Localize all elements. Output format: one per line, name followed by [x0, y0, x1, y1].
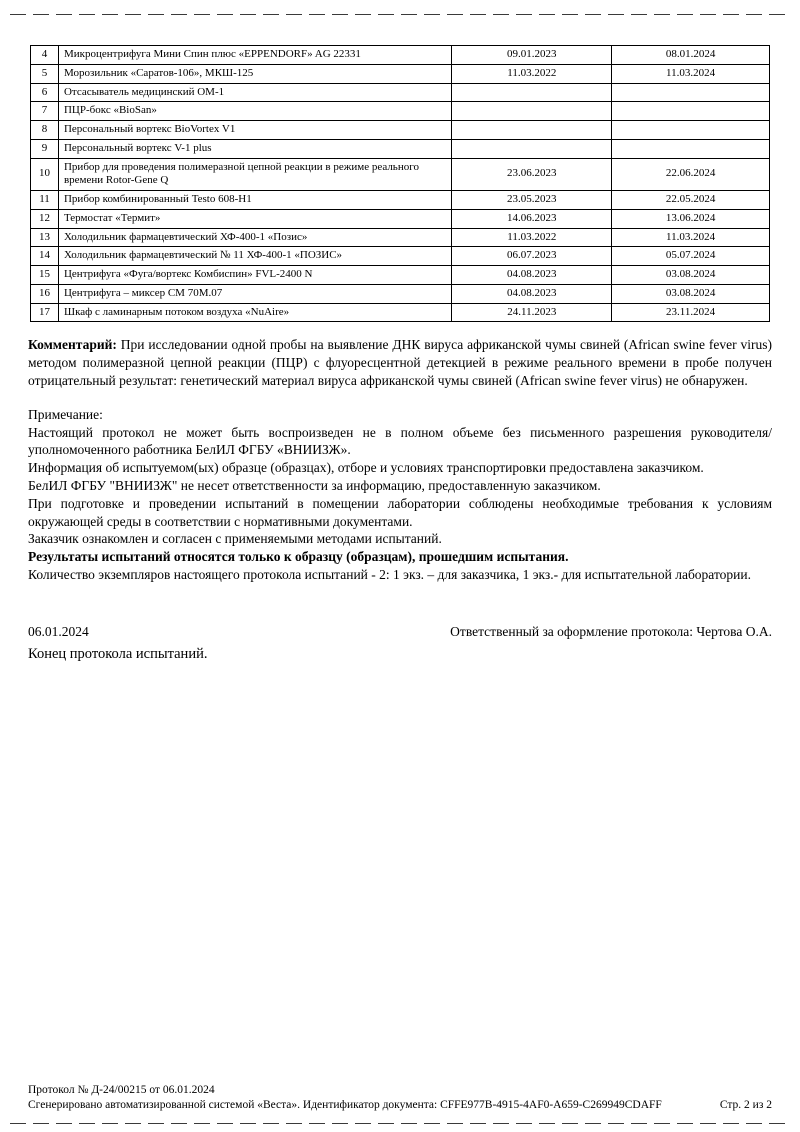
end-of-protocol-line: Конец протокола испытаний.: [28, 645, 208, 662]
commentary-paragraph: [28, 336, 772, 389]
verification-date: 06.07.2023: [452, 247, 612, 266]
equipment-row: [31, 46, 770, 65]
signoff-date: 06.01.2024: [28, 623, 89, 639]
footer-generated-row: [28, 1098, 772, 1114]
equipment-name: Прибор комбинированный Testo 608-H1: [58, 191, 451, 210]
equipment-name: Термостат «Термит»: [58, 209, 451, 228]
verification-date: 14.06.2023: [452, 209, 612, 228]
equipment-row: [31, 191, 770, 210]
notes-list: [28, 424, 772, 549]
equipment-name: Центрифуга «Фуга/вортекс Комбиспин» FVL-2400 N: [58, 266, 451, 285]
valid-until-date: 22.05.2024: [612, 191, 770, 210]
verification-date: 23.06.2023: [452, 158, 612, 191]
equipment-name: Персональный вортекс V-1 plus: [58, 139, 451, 158]
equipment-name: Шкаф с ламинарным потоком воздуха «NuAire»: [58, 303, 451, 322]
equipment-row: [31, 228, 770, 247]
verification-date: 11.03.2022: [452, 228, 612, 247]
equipment-row: [31, 266, 770, 285]
row-number: 7: [31, 102, 59, 121]
verification-date: 11.03.2022: [452, 64, 612, 83]
row-number: 13: [31, 228, 59, 247]
valid-until-date: [612, 83, 770, 102]
equipment-name: Центрифуга – миксер СМ 70М.07: [58, 284, 451, 303]
valid-until-date: 13.06.2024: [612, 209, 770, 228]
note-line: Заказчик ознакомлен и согласен с применяемыми методами испытаний.: [28, 531, 442, 547]
verification-date: 04.08.2023: [452, 284, 612, 303]
row-number: 17: [31, 303, 59, 322]
footer-page-number: Стр. 2 из 2: [719, 1099, 772, 1112]
note-line: При подготовке и проведении испытаний в помещении лаборатории соблюдены необходимые требования к условиям окружающей среды в соответствии с нормативными документами.: [28, 495, 772, 529]
commentary-label: Комментарий:: [28, 337, 117, 353]
valid-until-date: 08.01.2024: [612, 46, 770, 65]
notes-copies-line: Количество экземпляров настоящего протокола испытаний - 2: 1 экз. – для заказчика, 1 экз.- для испытательной лаборатории.: [28, 567, 751, 582]
valid-until-date: 23.11.2024: [612, 303, 770, 322]
valid-until-date: 11.03.2024: [612, 228, 770, 247]
valid-until-date: 22.06.2024: [612, 158, 770, 191]
equipment-row: [31, 284, 770, 303]
equipment-row: [31, 209, 770, 228]
equipment-row: [31, 247, 770, 266]
equipment-name: ПЦР-бокс «BioSan»: [58, 102, 451, 121]
signoff-responsible: Ответственный за оформление протокола: Чертова О.А.: [450, 623, 772, 639]
footer-generated-text: Сгенерировано автоматизированной системой «Веста». Идентификатор документа: CFFE977B-4915-4AF0-A659-C269949CDAFF: [28, 1099, 662, 1112]
row-number: 5: [31, 64, 59, 83]
valid-until-date: [612, 102, 770, 121]
page-top-separator: [10, 13, 790, 15]
verification-date: [452, 83, 612, 102]
equipment-name: Микроцентрифуга Мини Спин плюс «EPPENDORF» AG 22331: [58, 46, 451, 65]
row-number: 8: [31, 121, 59, 140]
equipment-table: [30, 45, 770, 322]
row-number: 10: [31, 158, 59, 191]
valid-until-date: 03.08.2024: [612, 284, 770, 303]
equipment-name: Морозильник «Саратов-106», МКШ-125: [58, 64, 451, 83]
valid-until-date: 11.03.2024: [612, 64, 770, 83]
equipment-row: [31, 64, 770, 83]
page-footer: [28, 1083, 772, 1114]
equipment-name: Холодильник фармацевтический № 11 ХФ-400-1 «ПОЗИС»: [58, 247, 451, 266]
equipment-row: [31, 102, 770, 121]
verification-date: [452, 139, 612, 158]
valid-until-date: [612, 139, 770, 158]
row-number: 16: [31, 284, 59, 303]
equipment-row: [31, 303, 770, 322]
notes-section: [28, 406, 772, 584]
footer-protocol-number: Протокол № Д-24/00215 от 06.01.2024: [28, 1083, 215, 1096]
equipment-name: Прибор для проведения полимеразной цепной реакции в режиме реального времени Rotor-Gene Q: [58, 158, 451, 191]
equipment-row: [31, 158, 770, 191]
note-line: БелИЛ ФГБУ "ВНИИЗЖ" не несет ответственности за информацию, предоставленную заказчиком.: [28, 477, 601, 493]
equipment-row: [31, 139, 770, 158]
valid-until-date: 03.08.2024: [612, 266, 770, 285]
verification-date: 24.11.2023: [452, 303, 612, 322]
equipment-row: [31, 121, 770, 140]
row-number: 14: [31, 247, 59, 266]
equipment-name: Холодильник фармацевтический ХФ-400-1 «Позис»: [58, 228, 451, 247]
row-number: 12: [31, 209, 59, 228]
commentary-text: При исследовании одной пробы на выявление ДНК вируса африканской чумы свиней (African swine fever virus) методом полимеразной цепной реакции (ПЦР) с флуоресцентной детекцией в режиме реального времени в пробе получен отрицательный результат: генетический материал вируса африканской чумы свиней (African swine fever virus) не обнаружен.: [28, 337, 772, 388]
verification-date: [452, 102, 612, 121]
verification-date: 04.08.2023: [452, 266, 612, 285]
notes-bold-line: Результаты испытаний относятся только к образцу (образцам), прошедшим испытания.: [28, 549, 569, 565]
verification-date: 23.05.2023: [452, 191, 612, 210]
equipment-name: Персональный вортекс BioVortex V1: [58, 121, 451, 140]
valid-until-date: [612, 121, 770, 140]
equipment-table-body: [31, 46, 770, 322]
row-number: 9: [31, 139, 59, 158]
notes-title: Примечание:: [28, 406, 103, 422]
row-number: 11: [31, 191, 59, 210]
note-line: Информация об испытуемом(ых) образце (образцах), отборе и условиях транспортировки предоставлена заказчиком.: [28, 460, 704, 476]
equipment-name: Отсасыватель медицинский ОМ-1: [58, 83, 451, 102]
row-number: 4: [31, 46, 59, 65]
row-number: 6: [31, 83, 59, 102]
note-line: Настоящий протокол не может быть воспроизведен не в полном объеме без письменного разрешения руководителя/уполномоченного работника БелИЛ ФГБУ «ВНИИЗЖ».: [28, 424, 772, 458]
verification-date: 09.01.2023: [452, 46, 612, 65]
verification-date: [452, 121, 612, 140]
equipment-row: [31, 83, 770, 102]
valid-until-date: 05.07.2024: [612, 247, 770, 266]
row-number: 15: [31, 266, 59, 285]
page-bottom-separator: [10, 1122, 790, 1124]
signoff-row: [28, 624, 772, 640]
